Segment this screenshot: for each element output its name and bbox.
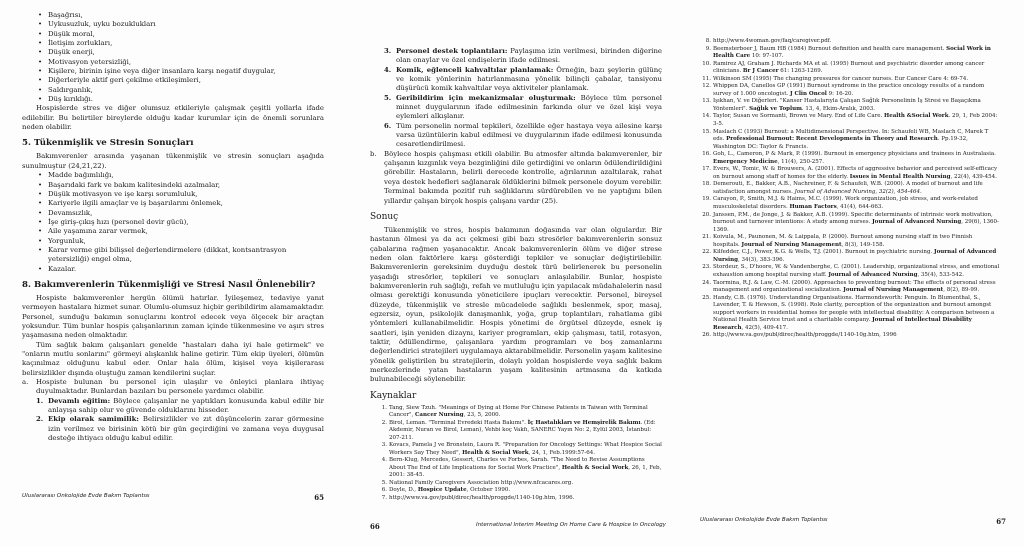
reference-item <box>700 61 1000 76</box>
section-5-intro: Bakımverenler arasında yaşanan tükenmişlik ve stresin sonuçları aşağıda sunulmuştur (24,21,22). <box>22 152 324 170</box>
reference-source: Social Work in Health Care <box>713 45 991 60</box>
reference-list-continued <box>700 38 1000 340</box>
page-number: 67 <box>996 517 1006 526</box>
reference-source: Health & Social Work <box>462 449 529 456</box>
reference-text: Kilfedder, C.J., Power, K.G. & Wells, T.J. (2001). Burnout in psychiatric nursing. <box>713 249 934 256</box>
reference-text: Kovacs, Pamela J ve Bronstein, Laura R. "Preparation for Oncology Settings: What Hospice Social Workers Say They Need", <box>389 442 662 456</box>
reference-number: 8. <box>705 38 711 44</box>
reference-details: . 29, 1, Feb 2004: 3-5. <box>713 113 998 128</box>
list-item: • Motivasyon yetersizliği, <box>38 58 324 67</box>
list-item: • Uykusuzluk, uyku bozuklukları <box>38 20 324 29</box>
reference-number: 2. <box>381 419 387 426</box>
reference-number: 13. <box>702 98 711 105</box>
reference-text: Handy, C.B. (1976). Understanding Organisations. Harmondsworth: Penguin. In Blumenthal, S., Lavender, T. & Hewson, S. (1998). Role clarity, perception of the organization and burnout amongst support workers in residential homes for people with intellectual disability: A comparison between a National Health Service trust and a charitable company. <box>713 294 995 324</box>
reference-item <box>380 405 662 420</box>
reference-text: Beemsterboer J, Baum HB (1984) Burnout definition and health care management. <box>713 45 947 52</box>
list-marker: 1. <box>36 396 44 405</box>
conclusion-heading: Sonuç <box>370 211 399 222</box>
list-item-text: Tüm personelin normal tepkileri, özellikle eğer hastaya veya ailesine karşı varsa üzüntülerin kabul edilmesi ve duygularının ifade edilmesi konusunda cesaretlendirilmesi. <box>396 121 662 149</box>
reference-item <box>700 113 1000 128</box>
reference-details: , 11(4), 250-257. <box>777 158 825 165</box>
reference-text: Tang, Siew Tzuh. "Meanings of Dying at Home For Chinese Patients in Taiwan with Terminal Cancer", <box>389 404 648 419</box>
reference-item <box>700 332 1000 340</box>
reference-source: Journal of Nursing Management <box>741 241 842 248</box>
list-item-text: Böylece çalışanlar ne yaptıkları konusunda kabul edilir bir anlayışa sahip olur ve güvende olduklarını hisseder. <box>48 396 324 415</box>
reference-details: . Pp.19-32, Washington DC: Taylor & Francis. <box>713 136 968 150</box>
reference-list <box>380 405 662 503</box>
reference-source: Journal of Advanced Nursing <box>872 219 962 226</box>
reference-item <box>700 264 1000 279</box>
list-item-title: Personel destek toplantıları: <box>396 47 508 55</box>
reference-source: Health & Social Work <box>561 464 629 471</box>
page-67-footer <box>700 517 1006 526</box>
reference-item <box>380 495 662 503</box>
list-item-a-continued <box>370 47 662 150</box>
reference-source: Professional Burnout: Recent Developments in Theory and Research <box>726 136 938 143</box>
reference-number: 15. <box>702 128 711 135</box>
reference-item <box>380 457 662 480</box>
reference-text: Doyle, D., <box>389 487 418 494</box>
prevention-list-continued <box>370 47 662 206</box>
reference-text: Işıkhan, V. ve Diğerleri. "Kanser Hastalarıyla Çalışan Sağlık Personelinin İş Stresi ve Başaçıkma Yöntemleri". <box>713 98 981 112</box>
list-item-text: Böylece tüm personel minnet duygularının ifade edilmesinin farkında olur ve özel kişi veya eylemleri alkışlanır. <box>396 93 662 121</box>
reference-number: 25. <box>702 294 711 301</box>
reference-number: 6. <box>381 487 387 494</box>
list-marker: 5. <box>384 93 392 102</box>
reference-number: 21. <box>702 234 711 241</box>
reference-details: . (Ed: Akdemir, Nuran ve Birol, Leman), Vehbi koç Vakfı, SANERC Yayın No: 2, Eylül 2003, İstanbul: 207-211. <box>389 419 656 441</box>
reference-details: , 22(4), 439-454. <box>950 173 997 180</box>
list-item: • Kariyerle ilgili amaçlar ve iş başarılarını önlemek, <box>38 199 324 208</box>
prevention-list <box>22 378 324 443</box>
list-item: • Düşük moral, <box>38 30 324 39</box>
reference-number: 10. <box>702 60 711 67</box>
list-marker: 3. <box>384 47 392 55</box>
list-item <box>384 66 662 94</box>
list-item: • İletişim zorlukları, <box>38 39 324 48</box>
section-8-paragraph-2: Tüm sağlık bakım çalışanları genelde "hastaları daha iyi hale getirmek" ve "onların mutlu sonlarını" görmeyi alışkanlık haline getirir. Tüm ekip üyeleri, ölümün kaçınılmaz olduğunu kabul eder. Onlar hala ölüm, kişisel veya kişilerarası belirsizlikler dışında oluştuğu zaman kendilerini suçlar. <box>22 340 324 377</box>
reference-item <box>380 480 662 488</box>
reference-item <box>700 98 1000 113</box>
reference-details: , 24, 1, Feb.1999:57-64. <box>528 449 596 456</box>
reference-source: Journal of Advanced Nursing <box>828 271 918 278</box>
reference-item <box>700 38 1000 46</box>
reference-number: 14. <box>702 113 711 120</box>
list-item: • Düşük motivasyon ve işe karşı sorumluluk, <box>38 190 324 199</box>
reference-text: Carayon, P., Smith, M.J. & Haims, M.C. (1999). Work organization, job stress, and work-related musculoskeletal disorders. <box>713 196 978 211</box>
list-item-title: Geribildirim için mekanizmalar oluşturmak: <box>396 93 576 102</box>
reference-text: Birol, Leman. "Terminal Evredeki Hasta Bakımı". <box>389 419 528 426</box>
list-marker: 4. <box>384 65 392 74</box>
reference-source: Journal of Advanced Nursing <box>713 249 997 263</box>
reference-number: 1. <box>381 404 387 411</box>
reference-source: Journal of Nursing Management <box>843 287 944 294</box>
reference-text: Goh, L., Cameron, P & Mark, P. (1999). Burnout in emergency physicians and trainees in Australasia. <box>713 151 996 158</box>
list-item <box>384 47 662 66</box>
list-item-text: Paylaşıma izin verilmesi, birinden diğerine olan onaylar ve özel endişelerin ifade edilmesi. <box>396 47 662 65</box>
reference-text: Taormina, R.J. & Law, C.-M. (2000). Approaches to preventing burnout: The effects of personal stress management and organizational socialization. <box>713 279 996 294</box>
reference-details: 10: 97-107. <box>750 53 784 60</box>
list-item-title: Komik, eğlenceli kahvaltılar planlamak: <box>396 65 554 74</box>
reference-details: , 29(6), 1360-1369. <box>713 219 999 233</box>
reference-source: Emergency Medicine <box>713 158 778 165</box>
reference-text: http://www.va.gov/publ/direc/health/proggde/1140-10g.htm, 1996. <box>389 494 575 501</box>
reference-source: Cancer Nursing <box>415 412 464 419</box>
reference-item <box>380 420 662 443</box>
page-66 <box>340 0 680 546</box>
conclusion-paragraph: Tükenmişlik ve stres, hospis bakımının doğasında var olan olgulardır. Bir hastanın ölmesi ya da acı çekmesi gibi bazı stresörler bakımverenlerin sonsuz çabalarına rağmen yaşanacaktır. Ancak bakımverenlerin ölüm ve diğer strese neden olan faktörlere karşı gösterdiği tepkiler ve sonuçlar değiştirilebilir. Bakımverenlerin gereksinim duyduğu destek türü belirlenerek bu personelin yaşadığı stresörler, tepkileri ve sonuçları anlaşılabilir. Bunlar, hospiste bakımverenlerin ruh sağlığı, refah ve mutluluğu için yapılacak müdahalelerin nasıl olması gerektiği konusunda yöneticilere ipuçları verecektir. Personel, bireysel düzeyde, tükenmişlik ve stresle mücadelede sağlıklı beslenmek, spor, masaj, egzersiz, oyun, psikolojik danışmanlık, yoğa, grup toplantıları, rahatlama gibi yöntemleri kullanabilmelidir. Hospis yönetimi de örgütsel düzeyde, esnek iş saatleri, işin yeniden dizaynı, kariyer programları, ekip çalışması, tatil, rotasyon, taktir, ödüllendirme, çalışanlara yardım programları ve boş zamanlarını değerlendirici stratejileri uygulamaya aktarabilmelidir. Personelin yaşam kalitesine yönelik geliştirilen bu stratejilerin, dolaylı yoldan hospislerde veya sağlık bakım merkezlerinde yatan hastaların yaşam kalitesinin artmasına da katkıda bulunabileceği söylenebilir. <box>370 225 662 384</box>
symptoms-paragraph: Hospislerde stres ve diğer olumsuz etkileriyle çalışmak çeşitli yollarla ifade edilebilir. Bu belirtiler bireylerde olduğu kadar kurumlar için de önemli sorunlara neden olabilir. <box>22 104 324 132</box>
reference-text: Bern-Klug, Mercedes, Gessert, Charles ve Forbes, Sarah. "The Need to Revise Assumptions About The End of Life Implications for Social Work Practice", <box>389 457 645 471</box>
page-66-footer <box>370 522 666 531</box>
reference-number: 5. <box>381 479 387 486</box>
reference-item <box>700 212 1000 235</box>
reference-item <box>700 83 1000 98</box>
reference-item <box>700 129 1000 152</box>
reference-details: , October 1990. <box>466 487 511 494</box>
reference-item <box>380 487 662 495</box>
reference-text: Demerouti, E., Bakker, A.B., Nachreiner, F. & Schaufeli, W.B. (2000). A model of burnout and life satisfaction amongst nurses. <box>713 181 983 195</box>
reference-text: Wilkinson SM (1995) The changing pressures for cancer nurses. Eur Cancer Care 4: 69-74. <box>713 75 969 82</box>
list-item-text: Hospiste bulunan bu personel için ulaşılır ve önleyici planlara ihtiyaç duyulmaktadır. Bunlardan bazıları bu personele yardımcı olabilir. <box>36 378 324 396</box>
reference-text: Taylor, Susan ve Sormanti, Brown ve Mary. End of Life Care. <box>713 113 884 120</box>
reference-details: , 34(3), 383-396. <box>737 256 785 263</box>
list-item: • Saldırganlık, <box>38 86 324 95</box>
running-footer-title: Uluslararası Onkolojide Evde Bakım Toplantısı <box>700 517 828 523</box>
reference-number: 18. <box>702 181 711 188</box>
list-item: • Başarıdaki fark ve bakım kalitesindeki azalmalar, <box>38 181 324 190</box>
list-item: • Başağrısı, <box>38 11 324 20</box>
reference-item <box>700 151 1000 166</box>
reference-number: 16. <box>702 151 711 158</box>
list-item-text: Belirsizlikler ve zıt düşüncelerin zarar görmesine izin verilmez ve birisinin kötü bir gün geçirdiğini ve zamana veya duygusal desteğe ihtiyacı olduğu kabul edilir. <box>48 415 324 443</box>
page-65 <box>0 0 340 546</box>
reference-source: Human Factors <box>789 204 837 211</box>
list-item-a <box>22 378 324 443</box>
reference-item <box>700 295 1000 333</box>
reference-details: , 35(4), 533-542. <box>917 271 964 278</box>
reference-details: , 8(3), 149-158. <box>841 241 885 248</box>
reference-source: J Clin Oncol <box>789 90 827 97</box>
list-item-text: Böylece hospis çalışması etkili olabilir. Bu atmosfer altında bakımverenler, bir çalışanın kızgınlık veya bezginliğini dile getirdiğini ve onların ödülendirildiğini görebilir. Hastaların, belirli derecede kontrolle, ağrılarının azaltılarak, rahat veya destek hedefleri sağlanarak öldüklerini bilmek personele doyum verebilir. Terminal bakımda pozitif ruh sağlıklarını sürdürebilen ve ne yaptığını bilen yıllardır çalışan birçok hospis çalışanı vardır (25). <box>384 149 662 205</box>
running-footer-title: International Interim Meeting On Home Care & Hospice In Oncology <box>475 522 666 528</box>
reference-item <box>700 234 1000 249</box>
prevention-sublist <box>36 397 324 444</box>
symptom-list <box>38 11 324 104</box>
page-number: 65 <box>314 493 324 502</box>
list-item: • Karar verme gibi bilişsel değerlendirmelere (dikkat, kontsantrasyon yetersizliği) engel olma, <box>38 246 324 265</box>
page-67 <box>680 0 1024 546</box>
reference-number: 24. <box>702 279 711 286</box>
reference-number: 26. <box>702 332 711 339</box>
list-item: • Diğerleriyle aktif geri çekilme etkileşimleri, <box>38 76 324 85</box>
section-8-paragraph-1: Hospiste bakımverenler hergün ölümü hatırlar. İyileşemez, tedaviye yanıt vermeyen hastalara hizmet sunar. Olumlu-olumsuz hiçbir geribildirim alamamaktadır. Personel, sunduğu bakımın sonuçlarını kontrol edecek veya ölçecek bir araçtan yoksundur. Tüm bunlar hospis çalışanlarının zaman içinde tükenmesine ve aşırı stres yaşamasına neden olmaktadır. <box>22 293 324 340</box>
reference-text: National Family Caregivers Association http://www.nfcacares.org. <box>389 479 574 486</box>
list-item <box>384 122 662 150</box>
reference-details: , 26, 1, Feb, 2001: 38-45. <box>389 464 662 479</box>
list-item <box>36 397 324 416</box>
reference-text: Koivula, M., Paunonen, M. & Laippala, P. (2000). Burnout among nursing staff in two Finnish hospitals. <box>713 234 973 248</box>
reference-number: 22. <box>702 249 711 256</box>
section-5-heading: 5. Tükenmişlik ve Stresin Sonuçları <box>22 138 194 149</box>
list-item-title: Ekip olarak samimilik: <box>48 415 139 424</box>
reference-number: 17. <box>702 166 711 173</box>
list-marker: 2. <box>36 415 44 424</box>
reference-text: http://www.va.gov/publ/direc/health/proggde/1140-10g.htm, 1996 <box>713 332 897 339</box>
reference-details: . 13, 4, Ekim-Aralık, 2003. <box>801 105 876 112</box>
reference-source: Issues in Mental Health Nursing <box>849 173 951 180</box>
list-item: • Düş kırıklığı. <box>38 95 324 104</box>
reference-source: İç Hastalıkları ve Hemşirelik Bakımı <box>527 419 641 426</box>
reference-number: 7. <box>381 494 387 501</box>
list-marker: 6. <box>384 121 392 130</box>
list-item <box>36 415 324 443</box>
list-item: • Düşük enerji, <box>38 48 324 57</box>
reference-text: Maslach C (1993) Burnout: a Multidimensional Perspective. In: Schaufeli WB, Maslach C, Marek T eds. <box>713 128 989 143</box>
section-8-heading: 8. Bakımverenlerin Tükenmişliği ve Stresi Nasıl Önlenebilir? <box>22 279 316 290</box>
reference-item <box>700 249 1000 264</box>
list-item-title: Devamlı eğitim: <box>48 396 111 405</box>
page-67-body <box>700 38 1000 340</box>
reference-details: , 42(5), 409-417. <box>741 324 788 331</box>
reference-item <box>700 181 1000 196</box>
reference-details: Journal of Advanced Nursing, 32(2), 454-464. <box>794 188 922 195</box>
list-item: • Aile yaşamına zarar vermek, <box>38 227 324 236</box>
consequence-list <box>38 171 324 274</box>
page-65-body <box>22 11 324 443</box>
list-item: • Kişilere, birinin işine veya diğer insanlara karşı negatif duygular, <box>38 67 324 76</box>
reference-number: 12. <box>702 83 711 90</box>
reference-item <box>700 46 1000 61</box>
list-item: • Devamsızlık, <box>38 209 324 218</box>
reference-source: Health &Social Work <box>884 113 949 120</box>
reference-number: 20. <box>702 211 711 218</box>
list-item: • Kazalar. <box>38 265 324 274</box>
reference-text: Janssen, P.M., de Jonge, J. & Bakker, A.B. (1999). Specific determinants of intrinsic work motivation, burnout and turnover intentions: A study among nurses. <box>713 211 993 226</box>
reference-text: Evers, W., Tomic, W. & Brouwers, A. (2001). Effects of aggressive behavior and perceived self-efficacy on burnout among staff of homes for the elderly. <box>713 166 998 180</box>
page-number: 66 <box>370 522 380 531</box>
reference-text: Whippen DA, Canellos GP (1991) Burnout syndrome in the practice oncology results of a random survey of 1.000 oncologist. <box>713 83 985 97</box>
reference-number: 4. <box>381 457 387 464</box>
reference-source: Br J Cancer <box>742 68 779 75</box>
reference-details: , 8(2), 89-99. <box>943 287 980 294</box>
prevention-sublist <box>384 47 662 150</box>
page-66-body <box>370 47 662 502</box>
reference-source: Hospice Update <box>417 487 467 494</box>
reference-number: 9. <box>705 45 711 52</box>
reference-item <box>700 166 1000 181</box>
reference-item <box>700 196 1000 211</box>
reference-number: 23. <box>702 264 711 271</box>
reference-details: 61: 1263-1269. <box>778 68 823 75</box>
list-item-b <box>370 150 662 206</box>
reference-text: Ramirez AJ, Graham J. Richards MA et al. (1995) Burnout and psychiatric disorder among cancer clinicians. <box>713 60 985 75</box>
reference-number: 19. <box>702 196 711 203</box>
reference-text: http://www.4woman.gov/faq/caregiver.pdf. <box>713 38 832 44</box>
reference-source: Journal of Intellectual Disability Research <box>713 317 972 331</box>
list-marker: a. <box>22 378 29 387</box>
reference-source: Sağlık ve Toplum <box>749 105 802 112</box>
list-marker: b. <box>370 149 377 158</box>
reference-number: 3. <box>381 442 387 449</box>
reference-item <box>700 280 1000 295</box>
reference-details: , 41(4), 644-663. <box>836 204 884 211</box>
list-item: • Yorgunluk, <box>38 237 324 246</box>
list-item <box>384 94 662 122</box>
list-item: • Madde bağımlılığı, <box>38 171 324 180</box>
running-footer-title: Uluslararası Onkolojide Evde Bakım Toplantısı <box>22 493 150 499</box>
reference-details: , 23, 5, 2000. <box>463 412 501 419</box>
reference-text: Stordeur, S., D'hoore, W. & Vandenberghe, C. (2001). Leadership, organizational stress, and emotional exhaustion among hospital nursing staff. <box>713 264 1000 278</box>
reference-details: 9: 16-20. <box>826 90 854 97</box>
list-item: • İşe giriş-çıkış hızı (personel devir gücü), <box>38 218 324 227</box>
reference-item <box>380 442 662 457</box>
reference-number: 11. <box>702 75 711 82</box>
list-item-text: Örneğin, bazı şeylerin gülünç ve komik yönlerinin hatırlanmasına yönelik bilinçli çabalar, tansiyonu düşürücü komik kahvaltılar veya aktiviteler planlamak. <box>396 65 662 93</box>
references-heading: Kaynaklar <box>370 390 417 401</box>
page-65-footer <box>22 493 324 502</box>
